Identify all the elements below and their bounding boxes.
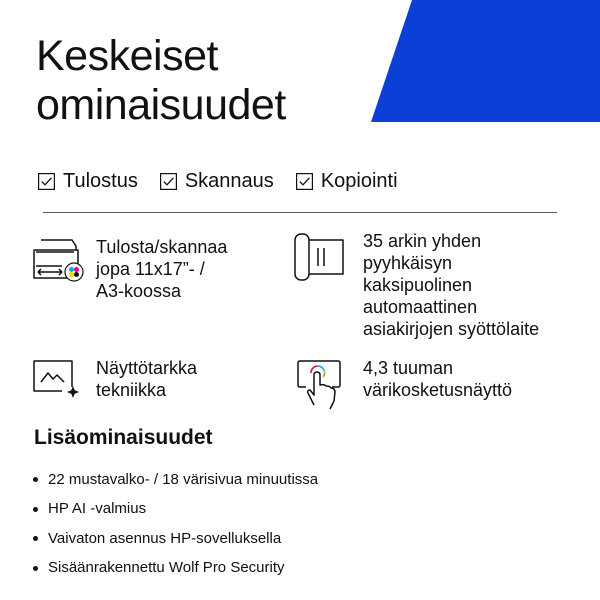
checkbox-icon bbox=[296, 173, 313, 190]
spec-text: Tulosta/skannaa jopa 11x17”- / A3-koossa bbox=[96, 237, 228, 301]
spec-text: 4,3 tuuman värikosketusnäyttö bbox=[363, 358, 513, 400]
title-line-2: ominaisuudet bbox=[36, 81, 286, 129]
touchscreen-icon bbox=[296, 355, 348, 413]
list-item-text: Sisäänrakennettu Wolf Pro Security bbox=[48, 559, 285, 577]
feature-checklist bbox=[38, 170, 420, 193]
bullet-icon bbox=[33, 536, 38, 541]
feature-label: Kopiointi bbox=[320, 170, 398, 192]
feature-label: Tulostus bbox=[63, 170, 138, 192]
divider bbox=[43, 212, 557, 213]
bullet-icon bbox=[33, 477, 38, 482]
spec-image-quality bbox=[32, 355, 197, 413]
checkbox-icon bbox=[38, 173, 55, 190]
printer-scan-icon bbox=[32, 230, 84, 288]
feature-copy bbox=[296, 170, 398, 193]
page-title bbox=[36, 32, 286, 130]
spec-print-scan-size bbox=[32, 230, 227, 302]
bullet-icon bbox=[33, 507, 38, 512]
list-item-text: Vaivaton asennus HP-sovelluksella bbox=[48, 529, 282, 547]
feature-label: Skannaus bbox=[184, 170, 274, 192]
list-item bbox=[33, 465, 318, 495]
list-item-text: HP AI -valmius bbox=[48, 500, 147, 518]
feature-scan bbox=[160, 170, 274, 193]
spec-text: Näyttötarkka tekniikka bbox=[96, 358, 198, 400]
checkbox-icon bbox=[160, 173, 177, 190]
list-item bbox=[33, 495, 318, 525]
image-quality-icon bbox=[32, 355, 84, 413]
additional-features-list bbox=[33, 465, 318, 583]
spec-text: 35 arkin yhden pyyhkäisyn kaksipuolinen automaattinen asiakirjojen syöttölaite bbox=[363, 231, 540, 339]
additional-features-title: Lisäominaisuudet bbox=[34, 426, 213, 449]
list-item-text: 22 mustavalko- / 18 värisivua minuutissa bbox=[48, 470, 319, 488]
list-item bbox=[33, 554, 318, 584]
title-line-1: Keskeiset bbox=[36, 32, 218, 80]
feature-print bbox=[38, 170, 138, 193]
list-item bbox=[33, 524, 318, 554]
bullet-icon bbox=[33, 566, 38, 571]
document-feeder-icon bbox=[293, 228, 345, 286]
spec-touchscreen bbox=[296, 355, 512, 413]
spec-document-feeder bbox=[293, 228, 539, 340]
